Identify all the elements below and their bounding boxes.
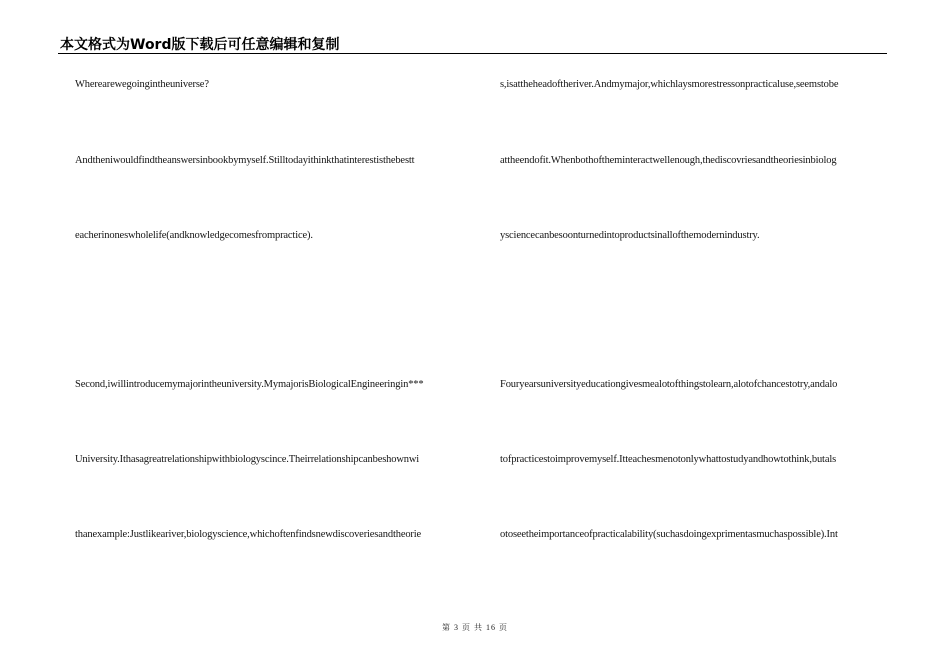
- text-line: otoseetheimportanceofpracticalability(suchasdoingexprimentasmuchaspossible).Int: [500, 529, 838, 540]
- text-line: eacherinoneswholelife(andknowledgecomesfrompractice).: [75, 230, 313, 241]
- text-line: tofpracticestoimprovemyself.Itteachesmenotonlywhattostudyandhowtothink,butals: [500, 454, 837, 465]
- text-line: Wherearewegoingintheuniverse?: [75, 79, 209, 90]
- text-line: s,isattheheadoftheriver.Andmymajor,whichlaysmorestressonpracticaluse,seemstobe: [500, 79, 839, 90]
- right-text-column: [500, 0, 890, 672]
- text-line: Second,iwillintroducemymajorintheuniversity.MymajorisBiologicalEngineeringin***: [75, 379, 424, 390]
- page-number-footer: 第 3 页 共 16 页: [442, 623, 508, 632]
- header-title: 本文格式为Word版下载后可任意编辑和复制: [60, 37, 340, 53]
- text-line: Fouryearsuniversityeducationgivesmealotofthingstolearn,alotofchancestotry,andalo: [500, 379, 838, 390]
- text-line: ysciencecanbesoonturnedintoproductsinallofthemodernindustry.: [500, 230, 760, 241]
- text-line: Andtheniwouldfindtheanswersinbookbymyself.Stilltodayithinkthatinterestisthebestt: [75, 155, 415, 166]
- left-text-column: [75, 0, 475, 672]
- text-line: attheendofit.Whenbothoftheminteractwellenough,thediscovriesandtheoriesinbiolog: [500, 155, 837, 166]
- text-line: thanexample:Justlikeariver,biologyscience,whichoftenfindsnewdiscoveriesandtheorie: [75, 529, 422, 540]
- text-line: University.Ithasagreatrelationshipwithbiologyscince.Theirrelationshipcanbeshownwi: [75, 454, 420, 465]
